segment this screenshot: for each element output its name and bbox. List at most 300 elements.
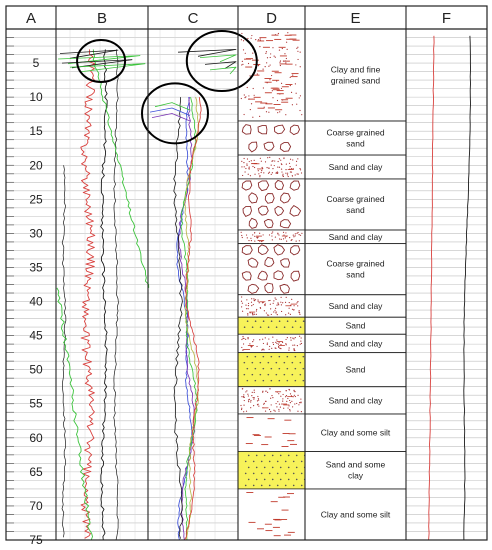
sand-dot <box>293 461 295 463</box>
sand-dot <box>282 398 283 399</box>
sand-dot <box>285 485 287 487</box>
sand-dot <box>300 398 301 399</box>
sand-dot <box>285 339 286 340</box>
lithology-label: Sand and clay <box>328 231 383 242</box>
sand-dot <box>281 83 282 84</box>
sand-dot <box>277 461 279 463</box>
sand-dot <box>287 398 288 399</box>
sand-dot <box>253 397 254 398</box>
sand-dot <box>288 176 289 177</box>
sand-dot <box>241 235 242 236</box>
sand-dot <box>281 297 282 298</box>
sand-dot <box>248 455 250 457</box>
sand-dot <box>270 411 271 412</box>
depth-label: 10 <box>29 90 43 105</box>
sand-dot <box>289 163 290 164</box>
sand-dot <box>279 158 280 159</box>
sand-dot <box>278 347 279 348</box>
sand-dot <box>292 345 293 346</box>
sand-dot <box>290 166 291 167</box>
sand-dot <box>276 326 278 328</box>
sand-dot <box>271 235 272 236</box>
sand-dot <box>250 238 251 239</box>
sand-dot <box>257 400 258 401</box>
sand-dot <box>289 389 290 390</box>
sand-dot <box>246 165 247 166</box>
sand-dot <box>277 167 278 168</box>
sand-dot <box>248 395 249 396</box>
sand-dot <box>290 393 291 394</box>
sand-dot <box>272 342 273 343</box>
sand-dot <box>254 392 255 393</box>
sand-dot <box>267 57 268 58</box>
sand-dot <box>271 174 272 175</box>
sand-dot <box>244 166 245 167</box>
sand-dot <box>275 297 276 298</box>
sand-dot <box>275 348 276 349</box>
sand-dot <box>283 238 284 239</box>
sand-dot <box>301 337 302 338</box>
sand-dot <box>272 90 273 91</box>
sand-dot <box>270 308 271 309</box>
sand-dot <box>268 338 269 339</box>
lithology-label: Sand and clay <box>328 338 383 349</box>
sand-dot <box>265 161 266 162</box>
sand-dot <box>266 312 267 313</box>
sand-dot <box>241 339 242 340</box>
sand-dot <box>247 158 248 159</box>
sand-dot <box>294 403 295 404</box>
sand-dot <box>264 467 266 469</box>
sand-dot <box>260 362 262 364</box>
sand-dot <box>242 303 243 304</box>
sand-dot <box>264 455 266 457</box>
sand-dot <box>261 161 262 162</box>
sand-dot <box>248 337 249 338</box>
sand-dot <box>287 174 288 175</box>
sand-dot <box>280 479 282 481</box>
sand-dot <box>242 61 243 62</box>
sand-dot <box>291 240 292 241</box>
sand-dot <box>299 168 300 169</box>
sand-dot <box>247 87 248 88</box>
sand-dot <box>279 320 281 322</box>
sand-dot <box>295 380 297 382</box>
sand-dot <box>283 234 284 235</box>
sand-dot <box>280 65 281 66</box>
sand-dot <box>271 404 272 405</box>
sand-dot <box>301 233 302 234</box>
sand-dot <box>249 98 250 99</box>
sand-dot <box>278 409 279 410</box>
sand-dot <box>281 311 282 312</box>
sand-dot <box>290 402 291 403</box>
sand-dot <box>292 406 293 407</box>
sand-dot <box>249 161 250 162</box>
sand-dot <box>284 326 286 328</box>
sand-dot <box>243 411 244 412</box>
sand-dot <box>276 172 277 173</box>
sand-dot <box>276 305 277 306</box>
depth-label: 45 <box>29 328 43 343</box>
sand-dot <box>285 114 286 115</box>
sand-dot <box>274 165 275 166</box>
sand-dot <box>245 304 246 305</box>
sand-dot <box>283 232 284 233</box>
sand-dot <box>273 410 274 411</box>
depth-label: 65 <box>29 464 43 479</box>
sand-dot <box>285 237 286 238</box>
sand-dot <box>253 405 254 406</box>
sand-dot <box>303 368 305 370</box>
sand-dot <box>260 158 261 159</box>
sand-dot <box>300 66 301 67</box>
sand-dot <box>294 391 295 392</box>
sand-dot <box>277 112 278 113</box>
lithology-layer-sand <box>238 353 305 387</box>
sand-dot <box>266 62 267 63</box>
sand-dot <box>242 388 243 389</box>
sand-dot <box>280 455 282 457</box>
sand-dot <box>252 314 253 315</box>
sand-dot <box>245 339 246 340</box>
sand-dot <box>267 344 268 345</box>
sand-dot <box>272 455 274 457</box>
sand-dot <box>246 299 247 300</box>
lithology-label: sand <box>346 204 365 215</box>
sand-dot <box>246 163 247 164</box>
lithology-layer-coarse <box>238 244 305 295</box>
sand-dot <box>252 166 253 167</box>
sand-dot <box>277 485 279 487</box>
sand-dot <box>301 485 303 487</box>
sand-dot <box>293 235 294 236</box>
sand-dot <box>244 171 245 172</box>
sand-dot <box>301 114 302 115</box>
sand-dot <box>282 174 283 175</box>
sand-dot <box>283 60 284 61</box>
sand-dot <box>243 405 244 406</box>
sand-dot <box>264 107 265 108</box>
sand-dot <box>276 343 277 344</box>
sand-dot <box>246 411 247 412</box>
sand-dot <box>257 237 258 238</box>
sand-dot <box>287 32 288 33</box>
sand-dot <box>297 301 298 302</box>
sand-dot <box>300 362 302 364</box>
sand-dot <box>282 302 283 303</box>
sand-dot <box>251 302 252 303</box>
sand-dot <box>248 467 250 469</box>
sand-dot <box>279 380 281 382</box>
sand-dot <box>254 314 255 315</box>
sand-dot <box>261 473 263 475</box>
sand-dot <box>257 299 258 300</box>
column-header-d: D <box>266 10 277 27</box>
sand-dot <box>251 38 252 39</box>
lithology-layer-sand <box>238 451 305 488</box>
sand-dot <box>263 320 265 322</box>
sand-dot <box>242 338 243 339</box>
lithology-label: Clay and some silt <box>320 509 391 520</box>
sand-dot <box>258 398 259 399</box>
sand-dot <box>271 356 273 358</box>
sand-dot <box>297 158 298 159</box>
sand-dot <box>262 339 263 340</box>
sand-dot <box>291 168 292 169</box>
sand-dot <box>245 168 246 169</box>
sand-dot <box>265 66 266 67</box>
sand-dot <box>270 57 271 58</box>
sand-dot <box>253 461 255 463</box>
sand-dot <box>273 303 274 304</box>
sand-dot <box>297 232 298 233</box>
sand-dot <box>256 346 257 347</box>
lithology-label: Clay and some silt <box>320 427 391 438</box>
depth-label: 25 <box>29 192 43 207</box>
sand-dot <box>296 233 297 234</box>
sand-dot <box>259 302 260 303</box>
sand-dot <box>278 393 279 394</box>
sand-dot <box>299 336 300 337</box>
sand-dot <box>262 69 263 70</box>
sand-dot <box>295 64 296 65</box>
sand-dot <box>275 236 276 237</box>
sand-dot <box>292 374 294 376</box>
sand-dot <box>289 302 290 303</box>
column-header-a: A <box>25 10 37 27</box>
sand-dot <box>259 233 260 234</box>
sand-dot <box>256 467 258 469</box>
sand-dot <box>287 368 289 370</box>
sand-dot <box>264 479 266 481</box>
sand-dot <box>255 299 256 300</box>
sand-dot <box>291 92 292 93</box>
sand-dot <box>258 39 259 40</box>
sand-dot <box>288 479 290 481</box>
sand-dot <box>301 343 302 344</box>
sand-dot <box>272 47 273 48</box>
sand-dot <box>278 33 279 34</box>
sand-dot <box>242 64 243 65</box>
sand-dot <box>272 479 274 481</box>
sand-dot <box>244 326 246 328</box>
sand-dot <box>251 35 252 36</box>
sand-dot <box>271 368 273 370</box>
sand-dot <box>279 342 280 343</box>
sand-dot <box>277 100 278 101</box>
sand-dot <box>251 305 252 306</box>
sand-dot <box>283 158 284 159</box>
sand-dot <box>262 391 263 392</box>
sand-dot <box>282 99 283 100</box>
sand-dot <box>249 75 250 76</box>
sand-dot <box>242 336 243 337</box>
lithology-label: sand <box>346 269 365 280</box>
sand-dot <box>298 173 299 174</box>
sand-dot <box>301 172 302 173</box>
sand-dot <box>292 338 293 339</box>
sand-dot <box>240 405 241 406</box>
sand-dot <box>250 401 251 402</box>
sand-dot <box>281 304 282 305</box>
sand-dot <box>275 403 276 404</box>
sand-dot <box>272 97 273 98</box>
sand-dot <box>257 73 258 74</box>
sand-dot <box>253 339 254 340</box>
sand-dot <box>271 75 272 76</box>
lithology-layer-sandclay <box>238 230 305 244</box>
sand-dot <box>282 401 283 402</box>
sand-dot <box>272 397 273 398</box>
sand-dot <box>268 300 269 301</box>
sand-dot <box>260 307 261 308</box>
sand-dot <box>268 374 270 376</box>
sand-dot <box>267 157 268 158</box>
sand-dot <box>269 234 270 235</box>
sand-dot <box>243 162 244 163</box>
sand-dot <box>295 396 296 397</box>
sand-dot <box>294 344 295 345</box>
sand-dot <box>263 356 265 358</box>
sand-dot <box>278 344 279 345</box>
sand-dot <box>243 49 244 50</box>
sand-dot <box>248 305 249 306</box>
sand-dot <box>242 175 243 176</box>
sand-dot <box>265 303 266 304</box>
sand-dot <box>247 314 248 315</box>
sand-dot <box>254 300 255 301</box>
sand-dot <box>298 312 299 313</box>
sand-dot <box>299 110 300 111</box>
sand-dot <box>266 51 267 52</box>
sand-dot <box>300 402 301 403</box>
sand-dot <box>251 395 252 396</box>
sand-dot <box>275 57 276 58</box>
sand-dot <box>303 356 305 358</box>
sand-dot <box>253 298 254 299</box>
sand-dot <box>268 173 269 174</box>
sand-dot <box>280 348 281 349</box>
sand-dot <box>269 157 270 158</box>
sand-dot <box>261 461 263 463</box>
sand-dot <box>274 56 275 57</box>
sand-dot <box>282 175 283 176</box>
sand-dot <box>297 47 298 48</box>
sand-dot <box>286 163 287 164</box>
sand-dot <box>282 342 283 343</box>
sand-dot <box>248 401 249 402</box>
depth-label: 60 <box>29 430 43 445</box>
sand-dot <box>293 473 295 475</box>
lithology-label: Coarse grained <box>326 258 385 269</box>
sand-dot <box>285 60 286 61</box>
sand-dot <box>277 302 278 303</box>
sand-dot <box>278 304 279 305</box>
sand-dot <box>265 401 266 402</box>
sand-dot <box>247 356 249 358</box>
sand-dot <box>295 356 297 358</box>
lithology-label: Sand <box>345 364 366 375</box>
sand-dot <box>279 356 281 358</box>
sand-dot <box>248 479 250 481</box>
sand-dot <box>258 301 259 302</box>
sand-dot <box>269 346 270 347</box>
sand-dot <box>288 350 289 351</box>
sand-dot <box>292 104 293 105</box>
sand-dot <box>250 109 251 110</box>
sand-dot <box>249 166 250 167</box>
sand-dot <box>241 296 242 297</box>
lithology-label: Coarse grained <box>326 193 385 204</box>
sand-dot <box>284 53 285 54</box>
sand-dot <box>293 338 294 339</box>
sand-dot <box>245 461 247 463</box>
sand-dot <box>296 48 297 49</box>
depth-label: 70 <box>29 498 43 513</box>
sand-dot <box>280 160 281 161</box>
sand-dot <box>266 167 267 168</box>
lithology-label: Sand and clay <box>328 161 383 172</box>
sand-dot <box>303 320 305 322</box>
sand-dot <box>277 401 278 402</box>
sand-dot <box>259 116 260 117</box>
sand-dot <box>250 175 251 176</box>
sand-dot <box>263 343 264 344</box>
sand-dot <box>266 111 267 112</box>
sand-dot <box>288 405 289 406</box>
sand-dot <box>285 343 286 344</box>
sand-dot <box>279 368 281 370</box>
sand-dot <box>297 51 298 52</box>
sand-dot <box>290 410 291 411</box>
sand-dot <box>258 399 259 400</box>
sand-dot <box>244 94 245 95</box>
sand-dot <box>296 403 297 404</box>
sand-dot <box>260 38 261 39</box>
sand-dot <box>285 302 286 303</box>
sand-dot <box>292 309 293 310</box>
sand-dot <box>255 39 256 40</box>
sand-dot <box>279 238 280 239</box>
sand-dot <box>296 467 298 469</box>
sand-dot <box>247 313 248 314</box>
sand-dot <box>277 473 279 475</box>
sand-dot <box>269 409 270 410</box>
sand-dot <box>276 374 278 376</box>
sand-dot <box>272 337 273 338</box>
sand-dot <box>295 233 296 234</box>
lithology-label: Coarse grained <box>326 127 385 138</box>
sand-dot <box>275 308 276 309</box>
sand-dot <box>246 308 247 309</box>
sand-dot <box>248 168 249 169</box>
sand-dot <box>251 240 252 241</box>
column-header-f: F <box>441 10 452 27</box>
sand-dot <box>286 344 287 345</box>
sand-dot <box>285 461 287 463</box>
sand-dot <box>277 314 278 315</box>
sand-dot <box>292 362 294 364</box>
sand-dot <box>299 314 300 315</box>
sand-dot <box>285 62 286 63</box>
sand-dot <box>280 407 281 408</box>
sand-dot <box>269 349 270 350</box>
sand-dot <box>301 411 302 412</box>
sand-dot <box>300 52 301 53</box>
sand-dot <box>271 233 272 234</box>
sand-dot <box>298 404 299 405</box>
